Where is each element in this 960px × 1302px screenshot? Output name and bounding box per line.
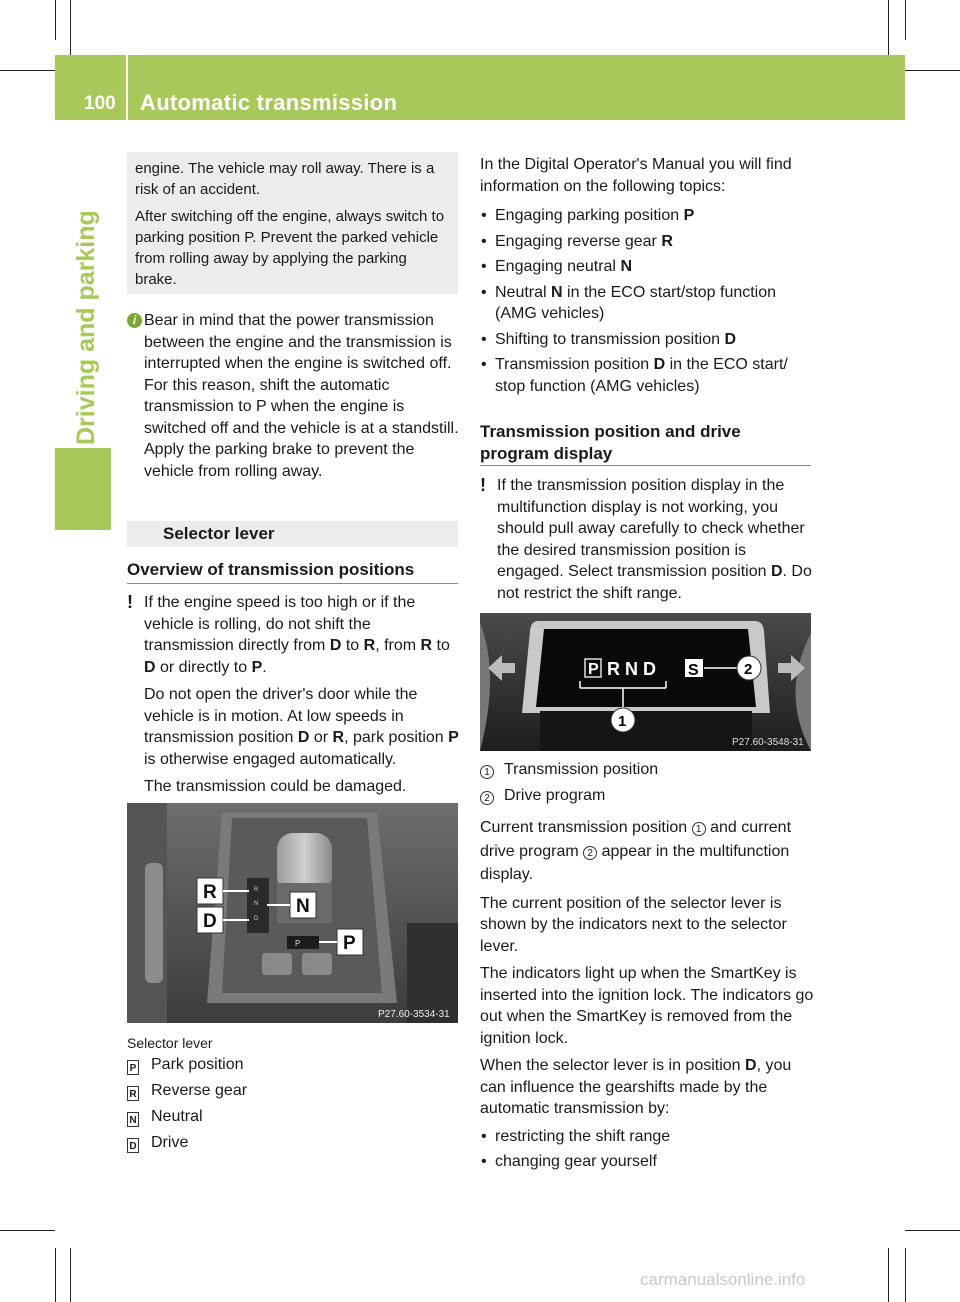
watermark: carmanualsonline.info	[640, 1270, 806, 1289]
para-indicators: The current position of the selector lever is shown by the indicators next to the selector lever.	[480, 894, 787, 955]
topic-item: • Engaging reverse gear R	[480, 231, 815, 253]
info-note-text: Bear in mind that the power transmission between the engine and the transmission is interrupted when the engine is switched off. For this reason, shift the automatic transmission to P when the engine is switched off and the vehicle is at a standstill. Apply the parking brake to prevent the vehicle from rolling away.	[144, 312, 459, 480]
figure-label-D: D	[203, 911, 217, 932]
figure-label-P: P	[343, 933, 356, 954]
crop-mark	[70, 1248, 71, 1302]
lever-indicator-R: R	[254, 887, 259, 893]
crop-mark	[905, 70, 960, 71]
crop-mark	[0, 70, 55, 71]
crop-mark	[55, 1248, 56, 1302]
subheading-rule	[127, 583, 458, 584]
legend-item: R Reverse gear	[127, 1078, 247, 1104]
chapter-title: Automatic transmission	[140, 90, 398, 115]
reverse-gear-icon: R	[127, 1086, 139, 1101]
crop-mark	[70, 0, 71, 55]
crop-mark	[905, 1230, 960, 1231]
info-icon: i	[127, 313, 142, 328]
para-smartkey: The indicators light up when the SmartKey is inserted into the ignition lock. The indicators go out when the SmartKey is removed from the ignition lock.	[480, 965, 814, 1047]
crop-mark	[905, 1248, 906, 1302]
figure-code: P27.60-3548-31	[732, 737, 804, 748]
side-tab-block	[55, 448, 111, 530]
legend-item: 2 Drive program	[480, 783, 658, 809]
right-intro: In the Digital Operator's Manual you will find information on the following topics:	[480, 156, 792, 195]
display-callout-2: 2	[744, 661, 753, 678]
figure-label-N: N	[296, 896, 310, 917]
selector-lever-figure	[127, 803, 458, 1023]
bullet-item: • changing gear yourself	[480, 1151, 815, 1173]
warning-text: After switching off the engine, always switch to parking position P. Prevent the parked vehicle from rolling away by applying the parking brake.	[135, 208, 445, 288]
callout-2-icon: 2	[480, 791, 494, 805]
info-note	[127, 310, 462, 482]
right-warning-note	[480, 475, 815, 604]
figure-code: P27.60-3534-31	[378, 1009, 450, 1020]
para-position-d: When the selector lever is in position D, you can influence the gearshifts made by the automatic transmission by:	[480, 1057, 792, 1117]
crop-mark	[0, 1230, 55, 1231]
callout-1-icon: 1	[480, 765, 494, 779]
warning-note	[127, 592, 462, 798]
neutral-icon: N	[127, 1112, 139, 1127]
callout-2-icon: 2	[583, 846, 597, 860]
warning-p3: The transmission could be damaged.	[144, 778, 407, 795]
warning-p1: If the engine speed is too high or if the vehicle is rolling, do not shift the transmission directly from D to R, from R to D or directly to P.	[144, 594, 450, 676]
crop-mark	[905, 0, 906, 40]
subheading: Overview of transmission positions	[127, 560, 415, 579]
topic-item: • Engaging neutral N	[480, 256, 815, 278]
display-S: S	[688, 662, 699, 679]
callout-1-icon: 1	[692, 822, 706, 836]
park-position-icon: P	[127, 1060, 139, 1075]
crop-mark	[888, 0, 889, 55]
multifunction-display-illustration	[480, 613, 811, 751]
legend-item: P Park position	[127, 1052, 247, 1078]
right-subheading-rule	[480, 465, 811, 466]
warning-icon: !	[480, 475, 486, 495]
display-callout-1: 1	[618, 713, 627, 730]
bullet-item: • restricting the shift range	[480, 1126, 815, 1148]
topic-item: • Engaging parking position P	[480, 205, 815, 227]
lever-indicator-P: P	[295, 939, 301, 948]
lever-indicator-D: D	[254, 916, 259, 922]
drive-icon: D	[127, 1138, 139, 1153]
display-legend	[480, 757, 658, 809]
figure-caption: Selector lever	[127, 1035, 213, 1051]
display-P: P	[588, 661, 599, 678]
warning-note-body	[127, 592, 462, 798]
header-divider	[126, 55, 128, 120]
selector-lever-illustration	[127, 803, 458, 1023]
topic-item: • Neutral N in the ECO start/stop function (AMG vehicles)	[480, 282, 815, 325]
right-body	[480, 816, 815, 1177]
side-tab-label: Driving and parking	[72, 210, 100, 445]
para-current-position: Current transmission position 1 and current drive program 2 appear in the multifunction display.	[480, 819, 792, 883]
display-figure	[480, 613, 811, 751]
display-RND: R N D	[607, 659, 656, 679]
warning-box-continued	[127, 152, 458, 294]
lever-indicator-N: N	[254, 901, 259, 907]
warning-p2: Do not open the driver's door while the vehicle is in motion. At low speeds in transmission position D or R, park position P is otherwise engaged automatically.	[144, 686, 459, 768]
topic-item: • Shifting to transmission position D	[480, 329, 815, 351]
section-title: Selector lever	[127, 521, 458, 547]
warning-icon: !	[127, 592, 133, 612]
crop-mark	[55, 0, 56, 40]
right-warning-text: If the transmission position display in the multifunction display is not working, you should pull away carefully to check whether the desired transmission position is engaged. Select transmission position D. Do not restrict the shift range.	[497, 477, 812, 602]
legend-item: N Neutral	[127, 1104, 247, 1130]
topic-item: • Transmission position D in the ECO start/ stop function (AMG vehicles)	[480, 354, 815, 397]
selector-legend	[127, 1052, 247, 1156]
warning-text: engine. The vehicle may roll away. There is a risk of an accident.	[135, 160, 435, 198]
legend-item: 1 Transmission position	[480, 757, 658, 783]
crop-mark	[888, 1248, 889, 1302]
page-number: 100	[84, 93, 116, 114]
right-subheading: Transmission position and drive program display	[480, 422, 741, 463]
legend-item: D Drive	[127, 1130, 247, 1156]
figure-label-R: R	[203, 882, 217, 903]
topic-list	[480, 205, 815, 401]
